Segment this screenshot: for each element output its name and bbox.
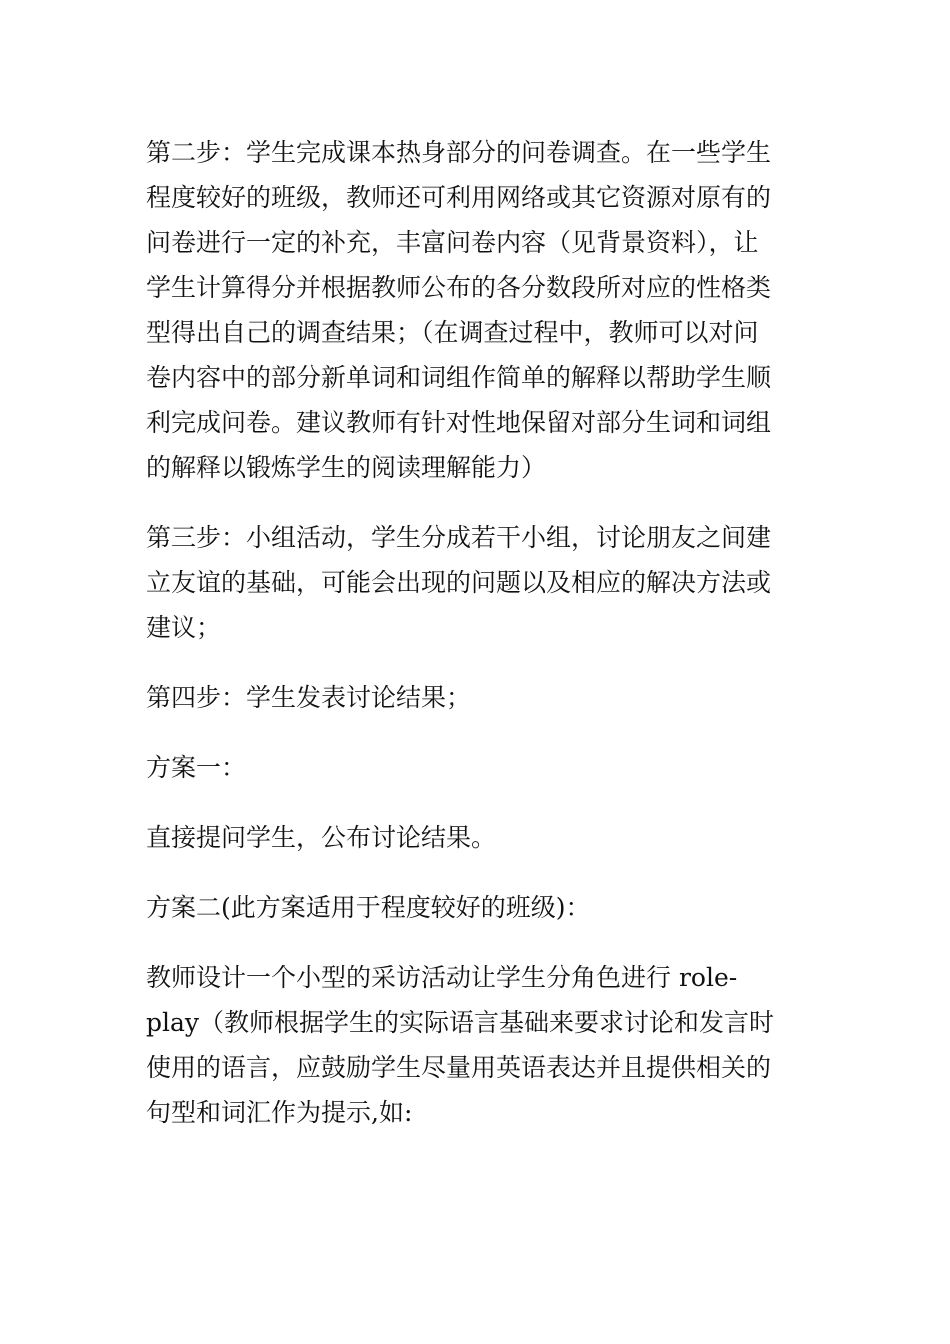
paragraph-plan-two-heading (146, 885, 786, 930)
paragraph-plan-one-body (146, 815, 786, 860)
paragraph-plan-one-heading (146, 745, 786, 790)
paragraph-step-four (146, 675, 786, 720)
text-line: 型得出自己的调查结果；（在调查过程中，教师可以对问 (146, 318, 759, 347)
text-line: 问卷进行一定的补充，丰富问卷内容（见背景资料），让 (146, 228, 759, 257)
text-line: 立友谊的基础，可能会出现的问题以及相应的解决方法或 (146, 568, 772, 597)
text-line: 利完成问卷。建议教师有针对性地保留对部分生词和词组 (146, 408, 772, 437)
text-line: 使用的语言，应鼓励学生尽量用英语表达并且提供相关的 (146, 1053, 772, 1082)
text-line: 教师设计一个小型的采访活动让学生分角色进行 role- (146, 963, 738, 992)
text-line: 建议； (146, 613, 222, 642)
text-line: 卷内容中的部分新单词和词组作简单的解释以帮助学生顺 (146, 363, 772, 392)
paragraph-step-three (146, 515, 786, 650)
text-line: 直接提问学生，公布讨论结果。 (146, 823, 497, 852)
text-line: 第二步：学生完成课本热身部分的问卷调查。在一些学生 (146, 138, 772, 167)
text-line: 程度较好的班级，教师还可利用网络或其它资源对原有的 (146, 183, 772, 212)
text-line: 句型和词汇作为提示,如: (146, 1098, 413, 1127)
paragraph-step-two (146, 130, 786, 490)
text-line: 学生计算得分并根据教师公布的各分数段所对应的性格类 (146, 273, 772, 302)
document-page (146, 130, 786, 1160)
text-line: play（教师根据学生的实际语言基础来要求讨论和发言时 (146, 1008, 775, 1037)
text-line: 方案二(此方案适用于程度较好的班级)： (146, 893, 591, 922)
text-line: 第三步：小组活动，学生分成若干小组，讨论朋友之间建 (146, 523, 772, 552)
text-line: 第四步：学生发表讨论结果； (146, 683, 472, 712)
text-line: 方案一： (146, 753, 247, 782)
text-line: 的解释以锻炼学生的阅读理解能力） (146, 453, 547, 482)
paragraph-plan-two-body (146, 955, 786, 1135)
